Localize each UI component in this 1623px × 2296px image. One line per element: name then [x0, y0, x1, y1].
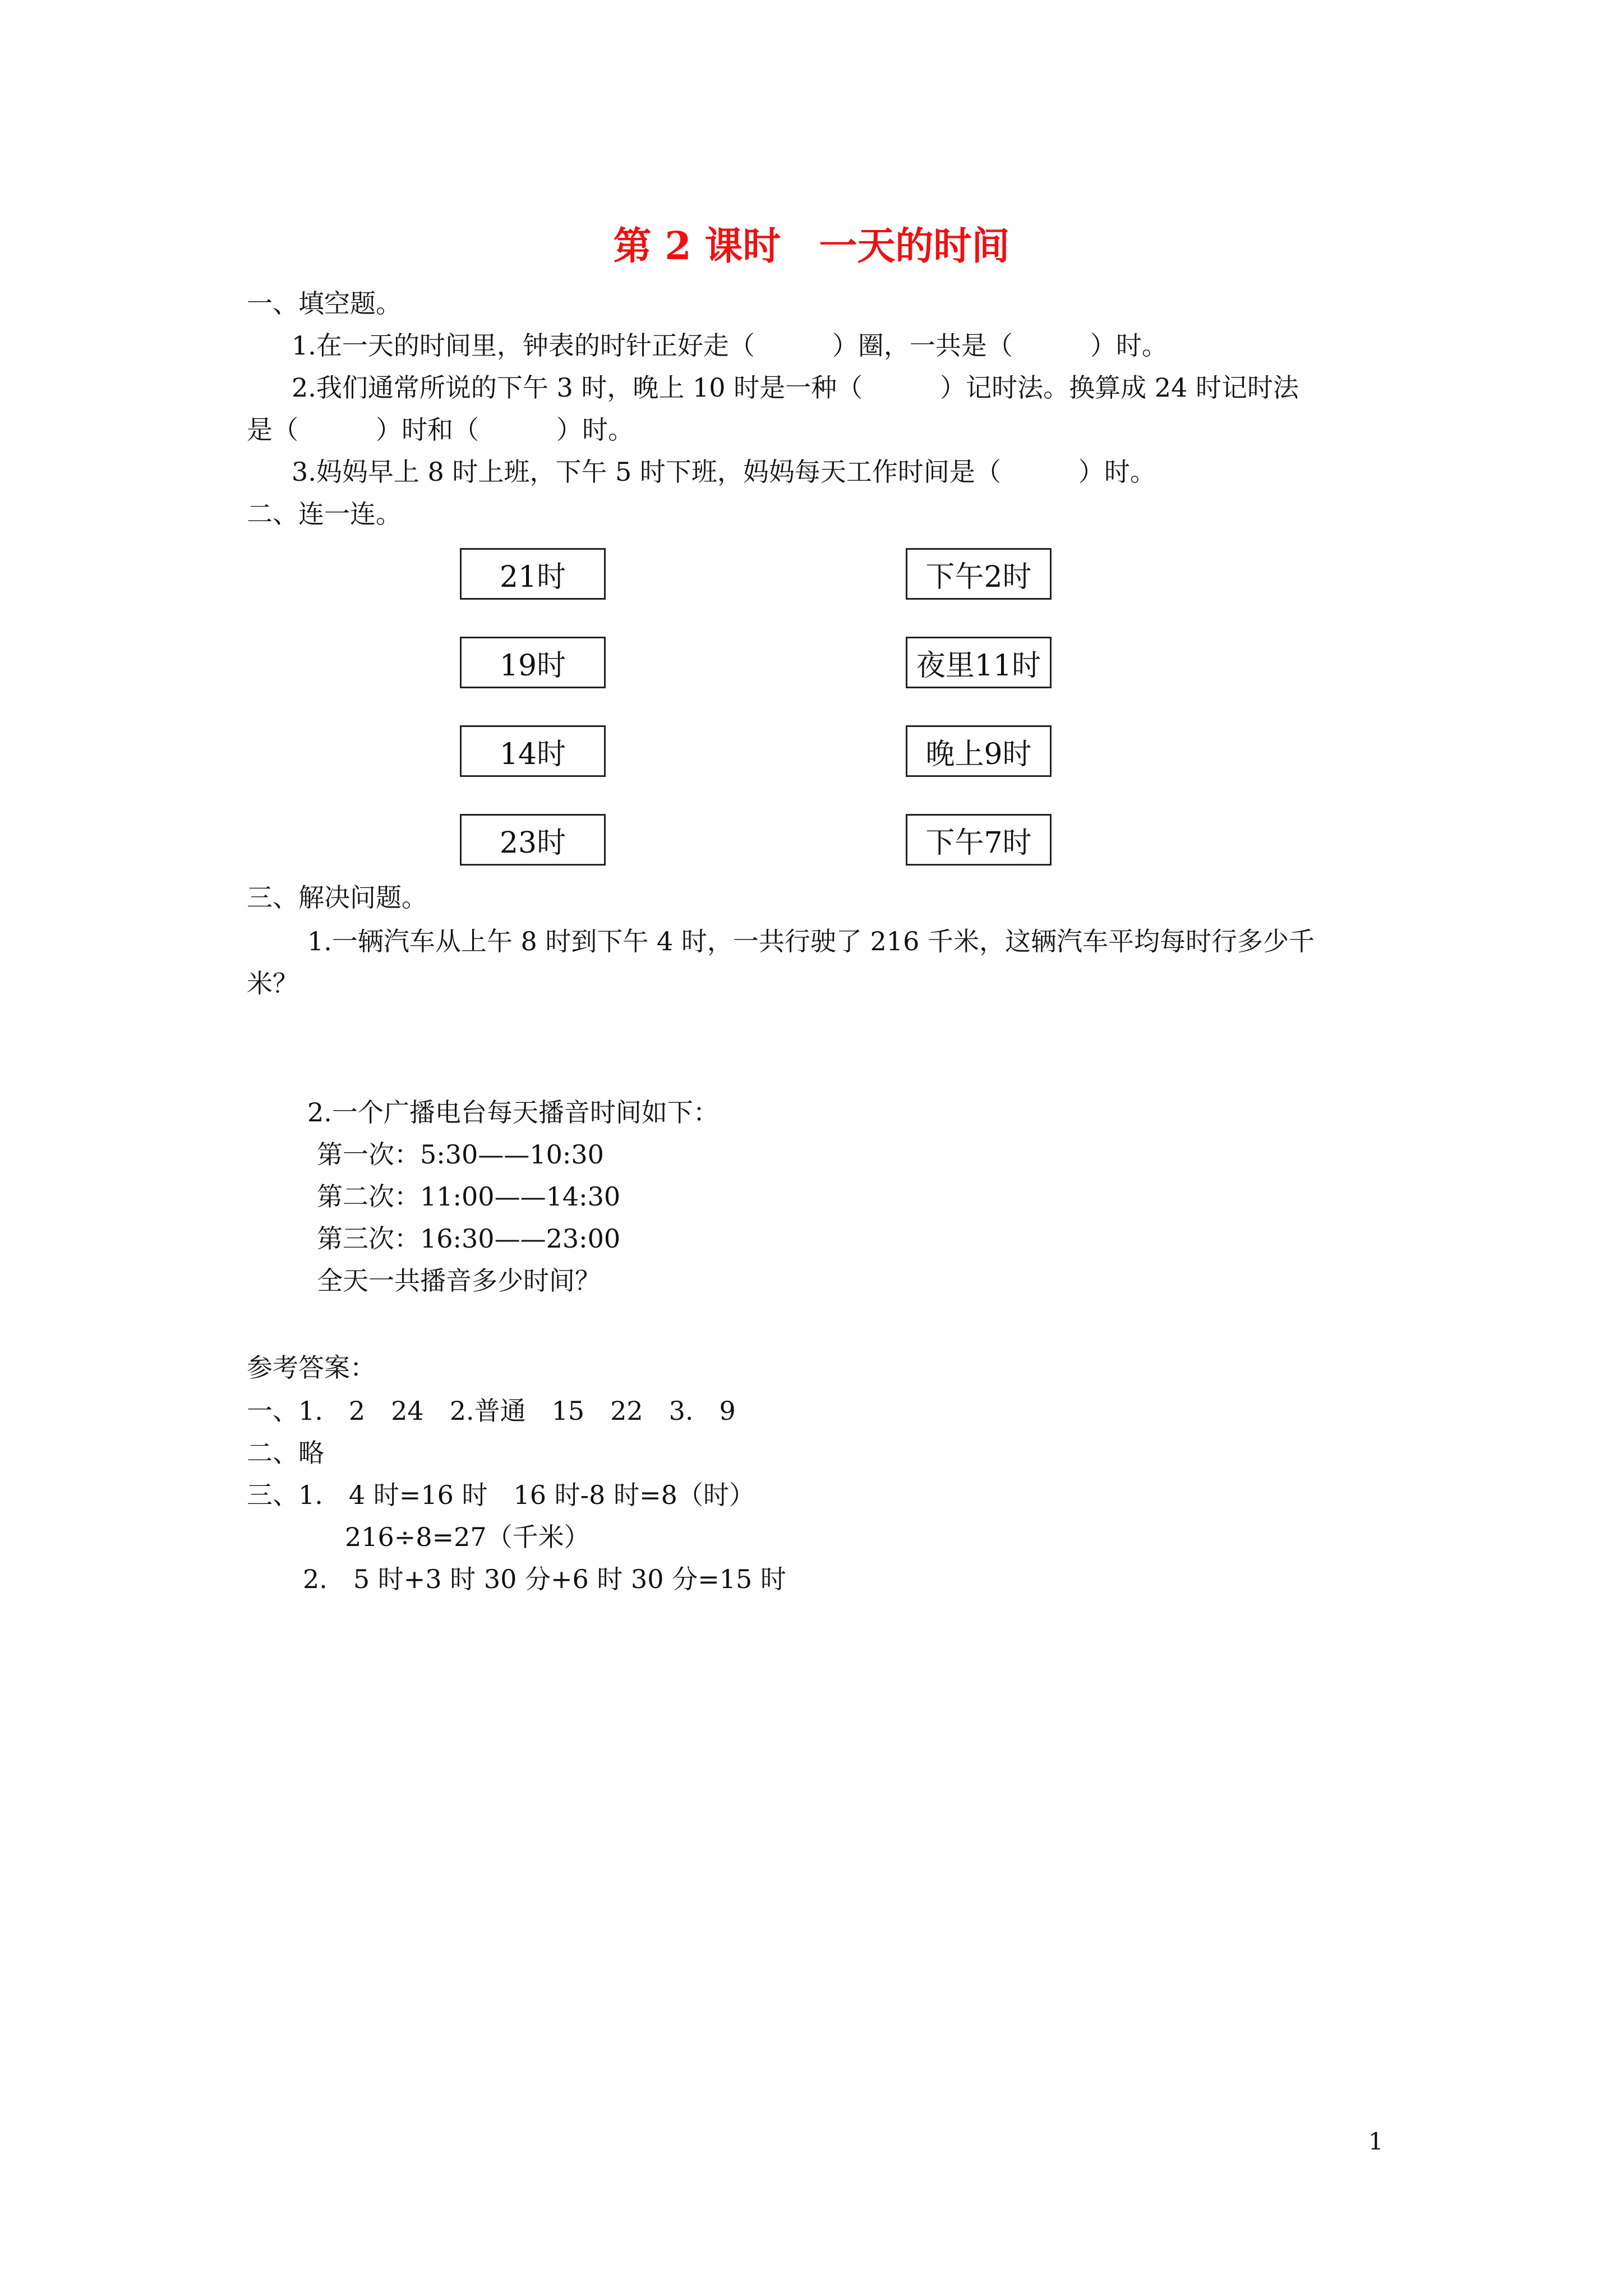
page-title: 第 2 课时 一天的时间 — [613, 224, 1010, 269]
problem-3-2-question: 全天一共播音多少时间？ — [317, 1266, 601, 1296]
question-1-2-line2: 是（ ）时和（ ）时。 — [247, 415, 634, 445]
match-right-box[interactable]: 夜里11时 — [906, 637, 1052, 688]
problem-3-1-line2: 米？ — [247, 968, 298, 999]
question-1-1: 1.在一天的时间里，钟表的时针正好走（ ）圈，一共是（ ）时。 — [292, 330, 1168, 361]
answer-section3-line2: 216÷8=27（千米） — [345, 1522, 590, 1552]
match-left-box[interactable]: 21时 — [460, 548, 606, 600]
page-number: 1 — [1368, 2128, 1384, 2155]
question-1-2-line1: 2.我们通常所说的下午 3 时，晚上 10 时是一种（ ）记时法。换算成 24 时记时法 — [292, 372, 1299, 403]
broadcast-time-1: 第一次：5:30——10:30 — [317, 1139, 604, 1170]
match-right-box[interactable]: 下午7时 — [906, 814, 1052, 866]
answer-section3-line3: 2. 5 时+3 时 30 分+6 时 30 分=15 时 — [303, 1564, 786, 1594]
match-right-box[interactable]: 下午2时 — [906, 548, 1052, 600]
problem-3-2-intro: 2.一个广播电台每天播音时间如下： — [307, 1097, 719, 1128]
section3-heading: 三、解决问题。 — [247, 882, 427, 913]
match-right-box[interactable]: 晚上9时 — [906, 725, 1052, 777]
match-left-box[interactable]: 23时 — [460, 814, 606, 866]
answers-heading: 参考答案： — [247, 1352, 376, 1383]
answer-section2: 二、略 — [247, 1438, 324, 1468]
section1-heading: 一、填空题。 — [247, 288, 402, 319]
problem-3-1-line1: 1.一辆汽车从上午 8 时到下午 4 时，一共行驶了 216 千米，这辆汽车平均每时行多少千 — [307, 926, 1315, 956]
section2-heading: 二、连一连。 — [247, 499, 402, 529]
match-left-box[interactable]: 19时 — [460, 637, 606, 688]
broadcast-time-3: 第三次：16:30——23:00 — [317, 1223, 621, 1254]
question-1-3: 3.妈妈早上 8 时上班，下午 5 时下班，妈妈每天工作时间是（ ）时。 — [292, 457, 1156, 487]
match-left-box[interactable]: 14时 — [460, 725, 606, 777]
answer-section1: 一、1. 2 24 2.普通 15 22 3. 9 — [247, 1396, 736, 1426]
broadcast-time-2: 第二次：11:00——14:30 — [317, 1181, 621, 1212]
answer-section3-line1: 三、1. 4 时=16 时 16 时-8 时=8（时） — [247, 1480, 755, 1510]
